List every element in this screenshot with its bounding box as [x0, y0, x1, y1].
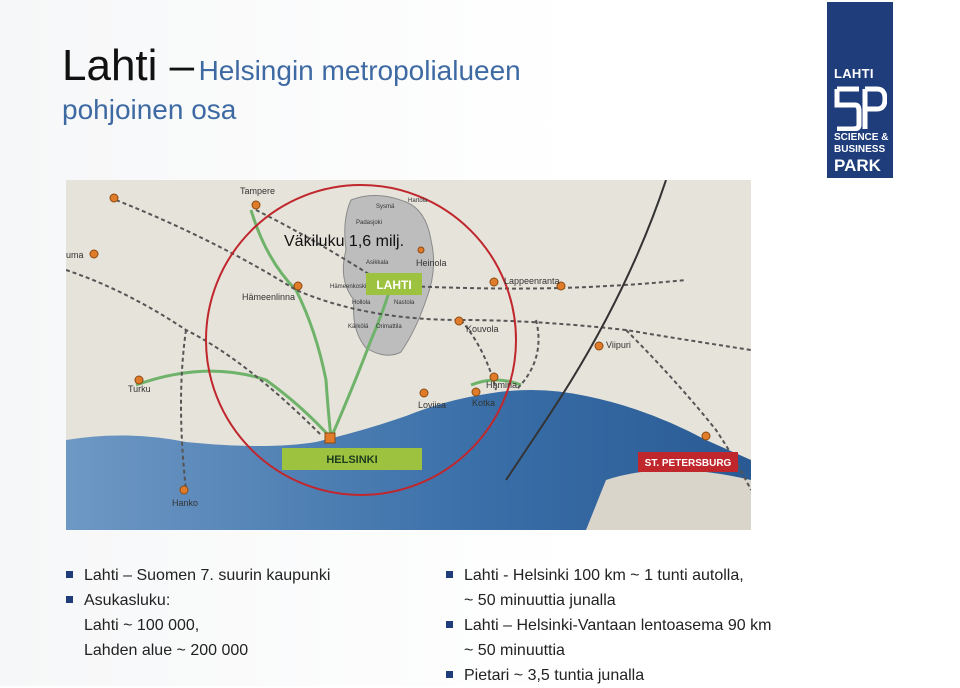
- bullet-right-2: ~ 50 minuuttia junalla: [464, 592, 616, 609]
- lahti-badge: LAHTI: [376, 278, 412, 292]
- town-label-heinola: Heinola: [416, 258, 447, 268]
- bullets-right: [444, 563, 771, 688]
- town-label-orimattila: Orimattila: [376, 324, 402, 330]
- bullet-right-3: Lahti – Helsinki-Vantaan lentoasema 90 km: [444, 613, 771, 638]
- bullets-left: [64, 563, 330, 663]
- bullet-right-5: Pietari ~ 3,5 tuntia junalla: [444, 663, 771, 688]
- town-label-hanko: Hanko: [172, 498, 199, 508]
- bullet-left-1: Lahti – Suomen 7. suurin kaupunki: [64, 563, 330, 588]
- lahti-science-park-logo: [827, 2, 893, 178]
- town-label-kouvola: Kouvola: [466, 324, 499, 334]
- title-sub-line1: Helsingin metropolialueen: [198, 55, 521, 86]
- stpetersburg-badge: ST. PETERSBURG: [644, 458, 732, 469]
- town-label-sysma: Sysmä: [376, 204, 395, 210]
- town-label-padasjoki: Padasjoki: [356, 220, 383, 226]
- town-label-viipuri: Viipuri: [606, 340, 631, 350]
- bullet-left-2: Asukasluku:: [64, 588, 330, 613]
- town-label-tampere: Tampere: [240, 186, 276, 196]
- region-map: [66, 180, 751, 530]
- logo-text-lahti: LAHTI: [834, 66, 874, 81]
- town-label-turku: Turku: [128, 384, 151, 394]
- bullet-left-3: Lahti ~ 100 000,: [84, 617, 200, 634]
- slide-title: [62, 40, 802, 126]
- logo-text-business: BUSINESS: [834, 144, 886, 155]
- helsinki-badge: HELSINKI: [326, 454, 378, 466]
- town-label-hameenkoski: Hämeenkoski: [330, 284, 367, 290]
- town-label-nastola: Nastola: [394, 300, 415, 306]
- logo-text-science: SCIENCE &: [834, 132, 889, 143]
- map-svg: [66, 180, 751, 530]
- town-label-loviisa: Loviisa: [418, 400, 447, 410]
- bullet-right-4: ~ 50 minuuttia: [464, 642, 565, 659]
- town-label-hollola: Hollola: [352, 300, 371, 306]
- town-label-rauma: uma: [66, 250, 84, 260]
- town-label-hartola: Hartola: [408, 198, 428, 204]
- town-label-karkola: Kärkölä: [348, 324, 369, 330]
- sp-logo-icon: [833, 85, 887, 131]
- bullet-right-1: Lahti - Helsinki 100 km ~ 1 tunti autolla,: [444, 563, 771, 588]
- logo-text-park: PARK: [834, 156, 881, 175]
- population-label: Väkiluku 1,6 milj.: [284, 233, 405, 250]
- town-label-hamina: Hamina: [486, 380, 518, 390]
- town-label-hameenlinna: Hämeenlinna: [242, 292, 296, 302]
- town-label-lappeenranta: Lappeenranta: [504, 276, 560, 286]
- bullet-left-4: Lahden alue ~ 200 000: [84, 642, 249, 659]
- title-main: Lahti –: [62, 41, 195, 90]
- estonia-coast: [586, 470, 751, 530]
- town-label-kotka: Kotka: [472, 398, 496, 408]
- title-sub-line2: pohjoinen osa: [62, 93, 237, 125]
- town-label-asikkala: Asikkala: [366, 260, 389, 266]
